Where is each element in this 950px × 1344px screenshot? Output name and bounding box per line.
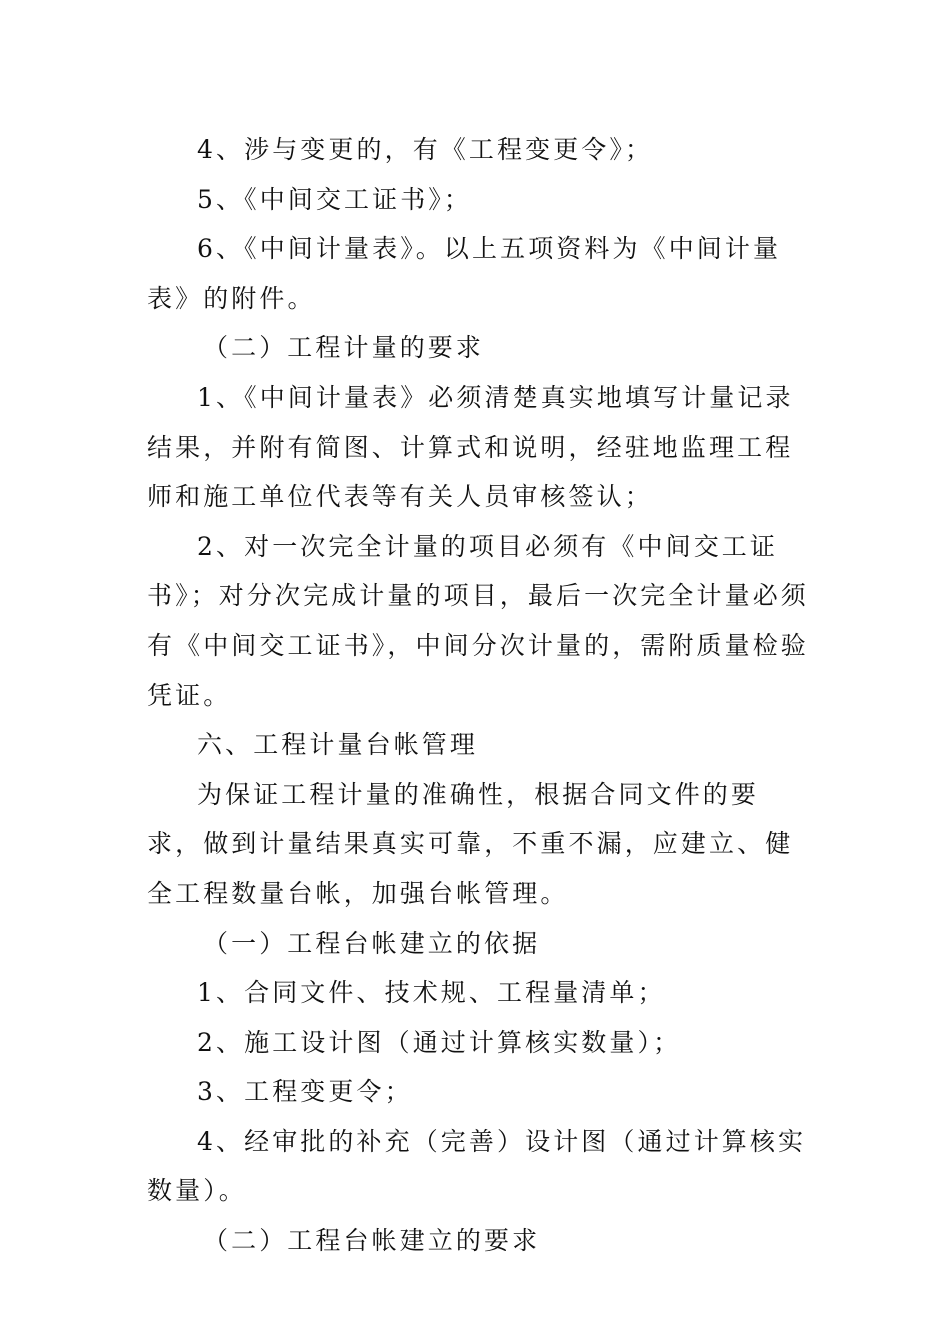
paragraph-requirement-2: 2、对一次完全计量的项目必须有《中间交工证书》；对分次完成计量的项目，最后一次完全计量必须有《中间交工证书》，中间分次计量的，需附质量检验凭证。 <box>147 531 809 710</box>
paragraph-item-5: 5、《中间交工证书》； <box>197 184 473 214</box>
paragraph-basis-1: 1、合同文件、技术规、工程量清单； <box>197 978 666 1008</box>
document-body <box>147 125 813 1266</box>
paragraph-item-6: 6、《中间计量表》。以上五项资料为《中间计量表》的附件。 <box>147 234 782 313</box>
section-heading-ledger-basis: （一）工程台帐建立的依据 <box>203 928 541 958</box>
section-heading-ledger-management: 六、工程计量台帐管理 <box>197 730 479 760</box>
paragraph-basis-3: 3、工程变更令； <box>197 1077 413 1107</box>
paragraph-basis-2: 2、施工设计图（通过计算核实数量）； <box>197 1027 682 1057</box>
paragraph-basis-4: 4、经审批的补充（完善）设计图（通过计算核实数量）。 <box>147 1126 807 1206</box>
paragraph-requirement-1: 1、《中间计量表》必须清楚真实地填写计量记录结果，并附有简图、计算式和说明，经驻地监理工程师和施工单位代表等有关人员审核签认； <box>147 382 794 512</box>
paragraph-ledger-intro: 为保证工程计量的准确性，根据合同文件的要求，做到计量结果真实可靠，不重不漏，应建立、健全工程数量台帐，加强台帐管理。 <box>147 779 794 908</box>
section-heading-ledger-requirements: （二）工程台帐建立的要求 <box>203 1226 541 1256</box>
paragraph-item-4: 4、涉与变更的，有《工程变更令》； <box>197 135 654 164</box>
section-heading-measurement-requirements: （二）工程计量的要求 <box>203 333 485 363</box>
